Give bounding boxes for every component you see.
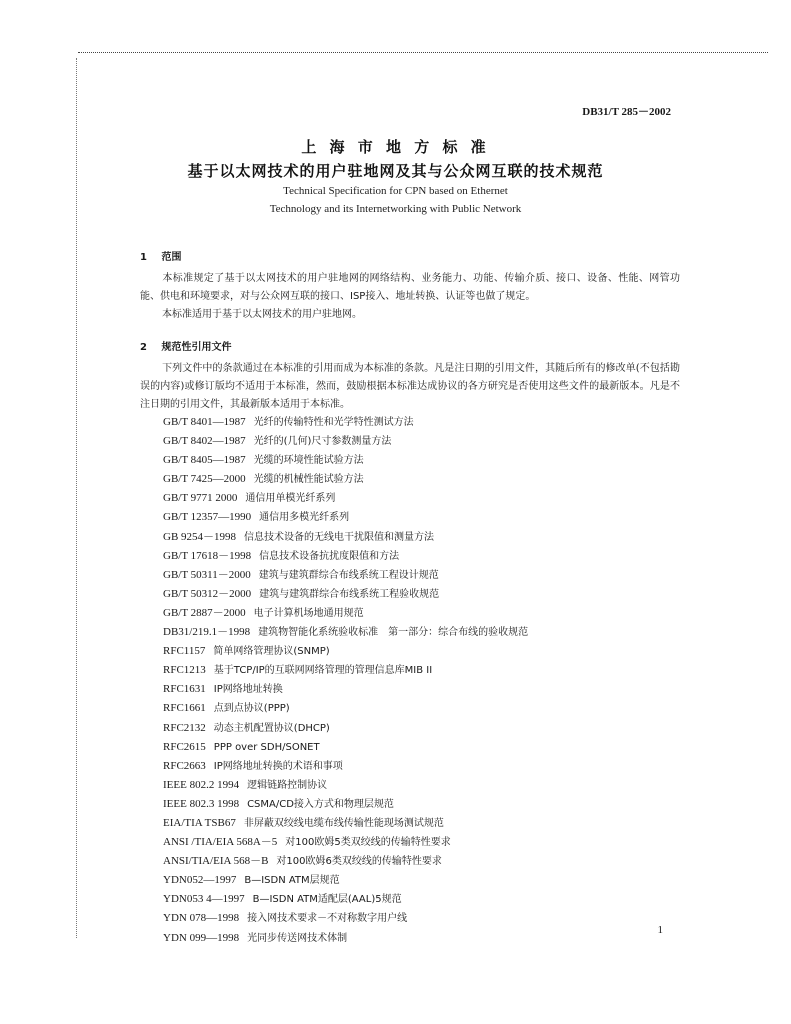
- reference-title: 对100欧姆5类双绞线的传输特性要求: [285, 837, 451, 849]
- reference-title: CSMA/CD接入方式和物理层规范: [247, 798, 394, 810]
- reference-item: [163, 566, 528, 585]
- standard-category: 上 海 市 地 方 标 准: [301, 138, 490, 156]
- reference-title: PPP over SDH/SONET: [213, 741, 320, 753]
- reference-item: [163, 470, 528, 489]
- reference-item: [163, 547, 528, 566]
- reference-item: [163, 890, 528, 909]
- reference-title: 信息技术设备的无线电干扰限值和测量方法: [244, 531, 435, 543]
- reference-code: GB/T 17618－1998: [163, 549, 252, 562]
- reference-item: [163, 680, 528, 699]
- reference-item: [163, 432, 528, 451]
- reference-item: [163, 413, 528, 432]
- reference-code: GB/T 7425—2000: [163, 473, 246, 486]
- reference-code: DB31/219.1－1998: [163, 626, 251, 639]
- reference-code: GB/T 8405—1987: [163, 454, 246, 467]
- reference-title: 接入网技术要求－不对称数字用户线: [247, 913, 408, 925]
- reference-code: GB/T 12357—1990: [163, 511, 252, 524]
- section-number: 1: [140, 252, 147, 263]
- reference-item: [163, 929, 528, 948]
- reference-item: [163, 528, 528, 547]
- reference-title: 建筑物智能化系统验收标准 第一部分：综合布线的验收规范: [258, 627, 529, 639]
- reference-title: 逻辑链路控制协议: [247, 779, 328, 791]
- reference-item: [163, 795, 528, 814]
- reference-item: [163, 738, 528, 757]
- document-title: 基于以太网技术的用户驻地网及其与公众网互联的技术规范: [187, 162, 604, 180]
- paragraph-text: 本标准规定了基于以太网技术的用户驻地网的网络结构、业务能力、功能、传输介质、接口、设备、性能、网管功能、供电和环境要求，对与公众网互联的接口、ISP接入、地址转换、认证等也做了规定。: [140, 273, 680, 302]
- reference-title: 对100欧姆6类双绞线的传输特性要求: [276, 856, 442, 868]
- reference-item: [163, 757, 528, 776]
- reference-code: YDN052—1997: [163, 874, 237, 887]
- paragraph-text: 下列文件中的条款通过在本标准的引用而成为本标准的条款。凡是注日期的引用文件，其随后所有的修改单(不包括勘误的内容)或修订版均不适用于本标准，然而，鼓励根据本标准达成协议的各方研究是否使用这些文件的最新版本。凡是不注日期的引用文件，其最新版本适用于本标准。: [140, 363, 680, 410]
- reference-title: 光纤的(几何)尺寸参数测量方法: [253, 436, 392, 448]
- reference-title: 建筑与建筑群综合布线系统工程设计规范: [258, 569, 439, 581]
- reference-item: [163, 661, 528, 680]
- reference-code: RFC1157: [163, 645, 206, 658]
- reference-list: [163, 413, 528, 948]
- reference-item: [163, 871, 528, 890]
- reference-title: 动态主机配置协议(DHCP): [213, 722, 330, 734]
- doc-number: DB31/T 285－2002: [582, 106, 671, 118]
- reference-code: GB/T 50311－2000: [163, 568, 251, 581]
- reference-item: [163, 719, 528, 738]
- reference-title: IP网络地址转换的术语和事项: [213, 760, 343, 772]
- reference-title: IP网络地址转换: [213, 684, 283, 696]
- reference-item: [163, 489, 528, 508]
- reference-code: RFC1213: [163, 664, 206, 677]
- reference-code: ANSI /TIA/EIA 568A－5: [163, 836, 278, 849]
- section-title: 规范性引用文件: [161, 342, 232, 353]
- reference-code: GB/T 2887－2000: [163, 606, 246, 619]
- reference-code: YDN 099—1998: [163, 931, 240, 944]
- reference-item: [163, 909, 528, 928]
- reference-code: RFC1661: [163, 702, 206, 715]
- reference-item: [163, 623, 528, 642]
- reference-title: 光同步传送网技术体制: [247, 932, 348, 944]
- reference-title: 建筑与建筑群综合布线系统工程验收规范: [259, 588, 440, 600]
- scope-paragraph-1: [140, 270, 680, 306]
- reference-title: 通信用单模光纤系列: [245, 493, 336, 505]
- reference-title: 光缆的环境性能试验方法: [253, 455, 364, 467]
- reference-title: 简单网络管理协议(SNMP): [213, 646, 330, 658]
- reference-title: B—ISDN ATM层规范: [244, 875, 340, 887]
- reference-item: [163, 585, 528, 604]
- reference-title: 通信用多模光纤系列: [259, 512, 350, 524]
- section-title: 范围: [161, 252, 182, 263]
- reference-item: [163, 508, 528, 527]
- scope-paragraph-2: [140, 306, 680, 324]
- reference-title: B—ISDN ATM适配层(AAL)5规范: [252, 894, 402, 906]
- reference-code: RFC2615: [163, 740, 206, 753]
- reference-item: [163, 642, 528, 661]
- reference-code: GB/T 8402—1987: [163, 435, 246, 448]
- reference-title: 点到点协议(PPP): [213, 703, 290, 715]
- reference-item: [163, 833, 528, 852]
- reference-item: [163, 699, 528, 718]
- reference-code: IEEE 802.2 1994: [163, 778, 240, 791]
- references-intro: [140, 360, 680, 414]
- reference-title: 光纤的传输特性和光学特性测试方法: [253, 417, 414, 428]
- reference-code: RFC1631: [163, 683, 206, 696]
- reference-code: RFC2663: [163, 759, 206, 772]
- section-heading-scope: [140, 248, 181, 263]
- reference-code: EIA/TIA TSB67: [163, 816, 236, 829]
- page-number: 1: [657, 924, 663, 936]
- reference-code: GB/T 50312－2000: [163, 587, 252, 600]
- section-number: 2: [140, 342, 147, 353]
- reference-title: 电子计算机场地通用规范: [253, 607, 364, 619]
- reference-code: YDN 078—1998: [163, 912, 240, 925]
- reference-title: 基于TCP/IP的互联网网络管理的管理信息库MIB II: [213, 665, 433, 677]
- reference-code: GB 9254－1998: [163, 530, 237, 543]
- english-title-line2: Technology and its Internetworking with Public Network: [269, 203, 522, 215]
- reference-code: YDN053 4—1997: [163, 893, 245, 906]
- reference-item: [163, 451, 528, 470]
- reference-title: 非屏蔽双绞线电缆布线传输性能现场测试规范: [243, 817, 444, 829]
- top-dotted-rule: [78, 52, 768, 53]
- reference-title: 光缆的机械性能试验方法: [253, 474, 364, 486]
- reference-code: RFC2132: [163, 721, 206, 734]
- reference-item: [163, 852, 528, 871]
- reference-item: [163, 776, 528, 795]
- english-title-line1: Technical Specification for CPN based on Ethernet: [283, 185, 508, 197]
- paragraph-text: 本标准适用于基于以太网技术的用户驻地网。: [162, 309, 362, 320]
- reference-code: GB/T 8401—1987: [163, 416, 246, 428]
- section-heading-references: [140, 338, 231, 353]
- reference-title: 信息技术设备抗扰度限值和方法: [259, 550, 400, 562]
- reference-item: [163, 814, 528, 833]
- reference-item: [163, 604, 528, 623]
- reference-code: GB/T 9771 2000: [163, 492, 238, 505]
- reference-code: IEEE 802.3 1998: [163, 797, 240, 810]
- reference-code: ANSI/TIA/EIA 568－B: [163, 855, 269, 868]
